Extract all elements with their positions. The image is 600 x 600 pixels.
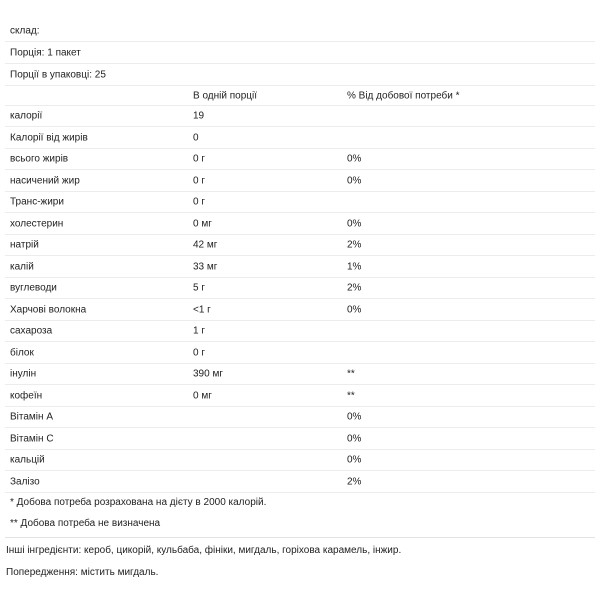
- nutrient-amount: 0 г: [193, 153, 205, 165]
- nutrient-name: всього жирів: [10, 153, 69, 165]
- nutrient-row: [5, 192, 595, 213]
- nutrient-daily-value: 2%: [347, 282, 362, 294]
- nutrient-row: [5, 106, 595, 127]
- nutrient-row: [5, 428, 595, 450]
- nutrient-row: [5, 471, 595, 493]
- nutrient-name: натрій: [10, 239, 39, 251]
- nutrient-amount: 0 г: [193, 196, 205, 208]
- nutrient-daily-value: 0%: [347, 411, 362, 423]
- nutrient-daily-value: **: [347, 390, 355, 401]
- nutrient-daily-value: 0%: [347, 153, 362, 165]
- nutrient-daily-value: 0%: [347, 218, 362, 229]
- nutrient-row: [5, 321, 595, 342]
- nutrient-row: [5, 127, 595, 149]
- allergen-warning-text: Попередження: містить мигдаль.: [6, 567, 159, 578]
- nutrient-row: [5, 256, 595, 278]
- nutrient-name: Вітамін А: [10, 411, 53, 423]
- nutrient-name: Харчові волокна: [10, 304, 87, 315]
- nutrient-amount: 0 г: [193, 175, 205, 186]
- nutrient-name: калорії: [10, 110, 43, 122]
- nutrient-daily-value: 0%: [347, 304, 362, 315]
- composition-row: [5, 20, 595, 42]
- other-ingredients-text: Інші інгредієнти: кероб, цикорій, кульбаба, фініки, мигдаль, горіхова карамель, інжир.: [6, 545, 402, 556]
- servings-per-package-row: [5, 64, 595, 86]
- nutrient-daily-value: 1%: [347, 261, 362, 272]
- nutrient-name: Вітамін С: [10, 433, 54, 444]
- nutrient-amount: 0 г: [193, 347, 205, 358]
- nutrient-name: кальцій: [10, 454, 45, 466]
- nutrient-name: кофеїн: [10, 390, 43, 401]
- nutrient-amount: 390 мг: [193, 368, 223, 380]
- per-serving-header: В одній порції: [193, 90, 257, 101]
- nutrient-amount: 0 мг: [193, 390, 212, 401]
- nutrient-row: [5, 407, 595, 428]
- nutrient-name: насичений жир: [10, 175, 80, 186]
- nutrient-amount: 5 г: [193, 282, 205, 294]
- daily-value-footnote: * Добова потреба розрахована на дієту в 2000 калорій.: [10, 497, 267, 508]
- nutrient-row: [5, 385, 595, 407]
- serving-size-label: Порція: 1 пакет: [10, 47, 81, 58]
- nutrient-row: [5, 278, 595, 299]
- nutrient-amount: 19: [193, 110, 205, 122]
- undetermined-footnote: ** Добова потреба не визначена: [10, 518, 161, 529]
- daily-value-header: % Від добової потреби *: [347, 90, 460, 101]
- nutrient-daily-value: 2%: [347, 239, 362, 251]
- nutrient-row: [5, 149, 595, 170]
- footnote-divider: [5, 537, 595, 538]
- nutrient-amount: 33 мг: [193, 261, 218, 272]
- nutrient-row: [5, 235, 595, 256]
- nutrient-name: сахароза: [10, 325, 53, 337]
- nutrient-name: Калорії від жирів: [10, 132, 88, 143]
- nutrient-name: інулін: [10, 368, 37, 380]
- nutrient-name: Транс-жири: [10, 196, 64, 208]
- nutrient-name: холестерин: [10, 218, 64, 229]
- nutrient-name: вуглеводи: [10, 282, 57, 294]
- nutrient-row: [5, 342, 595, 364]
- nutrient-row: [5, 170, 595, 192]
- nutrient-name: калій: [10, 261, 34, 272]
- servings-per-package-label: Порції в упаковці: 25: [10, 69, 106, 80]
- nutrient-name: Залізо: [10, 476, 40, 487]
- nutrient-daily-value: 0%: [347, 454, 362, 466]
- nutrient-name: білок: [10, 347, 34, 358]
- nutrient-daily-value: 0%: [347, 433, 362, 444]
- nutrient-daily-value: **: [347, 368, 355, 380]
- nutrient-daily-value: 2%: [347, 476, 362, 487]
- nutrient-amount: 0: [193, 132, 199, 143]
- nutrient-row: [5, 299, 595, 321]
- column-header-row: [5, 86, 595, 106]
- nutrient-daily-value: 0%: [347, 175, 362, 186]
- nutrient-row: [5, 450, 595, 471]
- composition-label: склад:: [10, 25, 40, 36]
- nutrient-amount: 1 г: [193, 325, 205, 337]
- nutrient-amount: 0 мг: [193, 218, 212, 229]
- nutrient-row: [5, 213, 595, 235]
- nutrient-row: [5, 364, 595, 385]
- serving-size-row: [5, 42, 595, 64]
- nutrient-amount: 42 мг: [193, 239, 218, 251]
- nutrient-amount: <1 г: [193, 304, 211, 315]
